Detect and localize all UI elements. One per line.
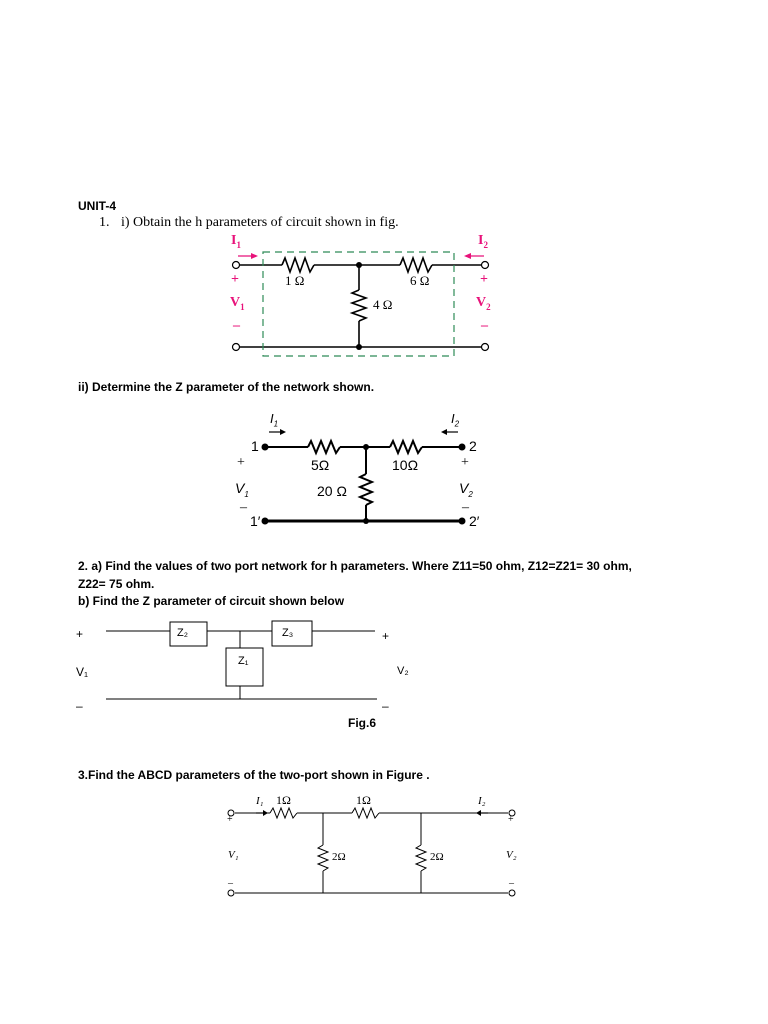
fig1-resistor-3-label: 4 Ω <box>373 297 393 312</box>
unit-title: UNIT-4 <box>78 199 117 213</box>
fig1-resistor-2-label: 6 Ω <box>410 273 430 288</box>
fig2-node-1: 1 <box>251 438 259 454</box>
fig3-z1-label: Z₁ <box>238 655 249 667</box>
fig2-resistor-2-label: 10Ω <box>392 457 419 473</box>
fig1-v1-label: $V_1$ <box>230 295 245 312</box>
fig2-node-1-prime: 1′ <box>250 513 261 529</box>
fig4-plus-right: + <box>508 814 514 825</box>
fig3-z3-label: Z₃ <box>282 627 294 639</box>
fig2-minus-left: – <box>240 500 247 515</box>
fig4-resistor-2-label: 1Ω <box>356 793 371 807</box>
fig1-resistor-1-label: 1 Ω <box>285 273 305 288</box>
fig2-v1-label: $V_1$ <box>235 480 249 499</box>
fig3-v1-label: V₁ <box>76 665 89 679</box>
fig1-i2-label: $I_2$ <box>478 233 488 250</box>
fig4-plus-left: + <box>227 814 233 825</box>
q2-line-3: b) Find the Z parameter of circuit shown below <box>78 594 345 608</box>
fig2-resistor-1-label: 5Ω <box>311 457 330 473</box>
q1-text: i) Obtain the h parameters of circuit shown in fig. <box>121 215 399 230</box>
fig1-plus-right: + <box>480 272 488 287</box>
q1b-text: ii) Determine the Z parameter of the network shown. <box>78 380 375 394</box>
fig4-v2-label: V₂ <box>506 849 517 861</box>
fig2-v2-label: $V_2$ <box>459 480 473 499</box>
q3-text: 3.Find the ABCD parameters of the two-port shown in Figure . <box>78 768 430 782</box>
fig4-minus-left: – <box>228 878 233 889</box>
fig2-i2-label: $I_2$ <box>451 411 460 429</box>
fig4-i1-label: I₁ <box>256 795 264 807</box>
fig3-plus-left: + <box>76 627 84 641</box>
fig3-minus-right: – <box>382 699 389 713</box>
fig2-minus-right: – <box>462 500 469 515</box>
fig2-i1-label: $I_1$ <box>270 411 279 429</box>
fig1-minus-left: – <box>233 318 240 333</box>
fig4-resistor-3-label: 2Ω <box>332 851 346 863</box>
fig1-minus-right: – <box>481 318 488 333</box>
fig4-resistor-4-label: 2Ω <box>430 851 444 863</box>
fig4-resistor-1-label: 1Ω <box>276 793 291 807</box>
fig1-i1-label: $I_1$ <box>231 233 241 250</box>
fig3-v2-label: V₂ <box>397 665 409 677</box>
q2-line-1: 2. a) Find the values of two port network for h parameters. Where Z11=50 ohm, Z12=Z21= 30 ohm, <box>78 559 632 573</box>
fig2-resistor-3-label: 20 Ω <box>317 483 347 499</box>
fig1-v2-label: $V_2$ <box>476 295 491 312</box>
q2-line-2: Z22= 75 ohm. <box>78 577 155 591</box>
fig4-minus-right: – <box>509 878 514 889</box>
fig2-node-2-prime: 2′ <box>469 513 480 529</box>
fig2-plus-left: + <box>237 455 245 470</box>
fig2-plus-right: + <box>461 455 469 470</box>
fig1-plus-left: + <box>231 272 239 287</box>
fig3-z2-label: Z₂ <box>177 627 188 639</box>
fig4-i2-label: I₂ <box>478 795 486 807</box>
fig3-caption: Fig.6 <box>348 716 377 730</box>
fig2-node-2: 2 <box>469 438 477 454</box>
fig3-minus-left: – <box>76 699 83 713</box>
fig4-v1-label: V₁ <box>228 849 239 861</box>
q1-number: 1. <box>99 215 110 230</box>
fig3-plus-right: + <box>382 629 390 643</box>
